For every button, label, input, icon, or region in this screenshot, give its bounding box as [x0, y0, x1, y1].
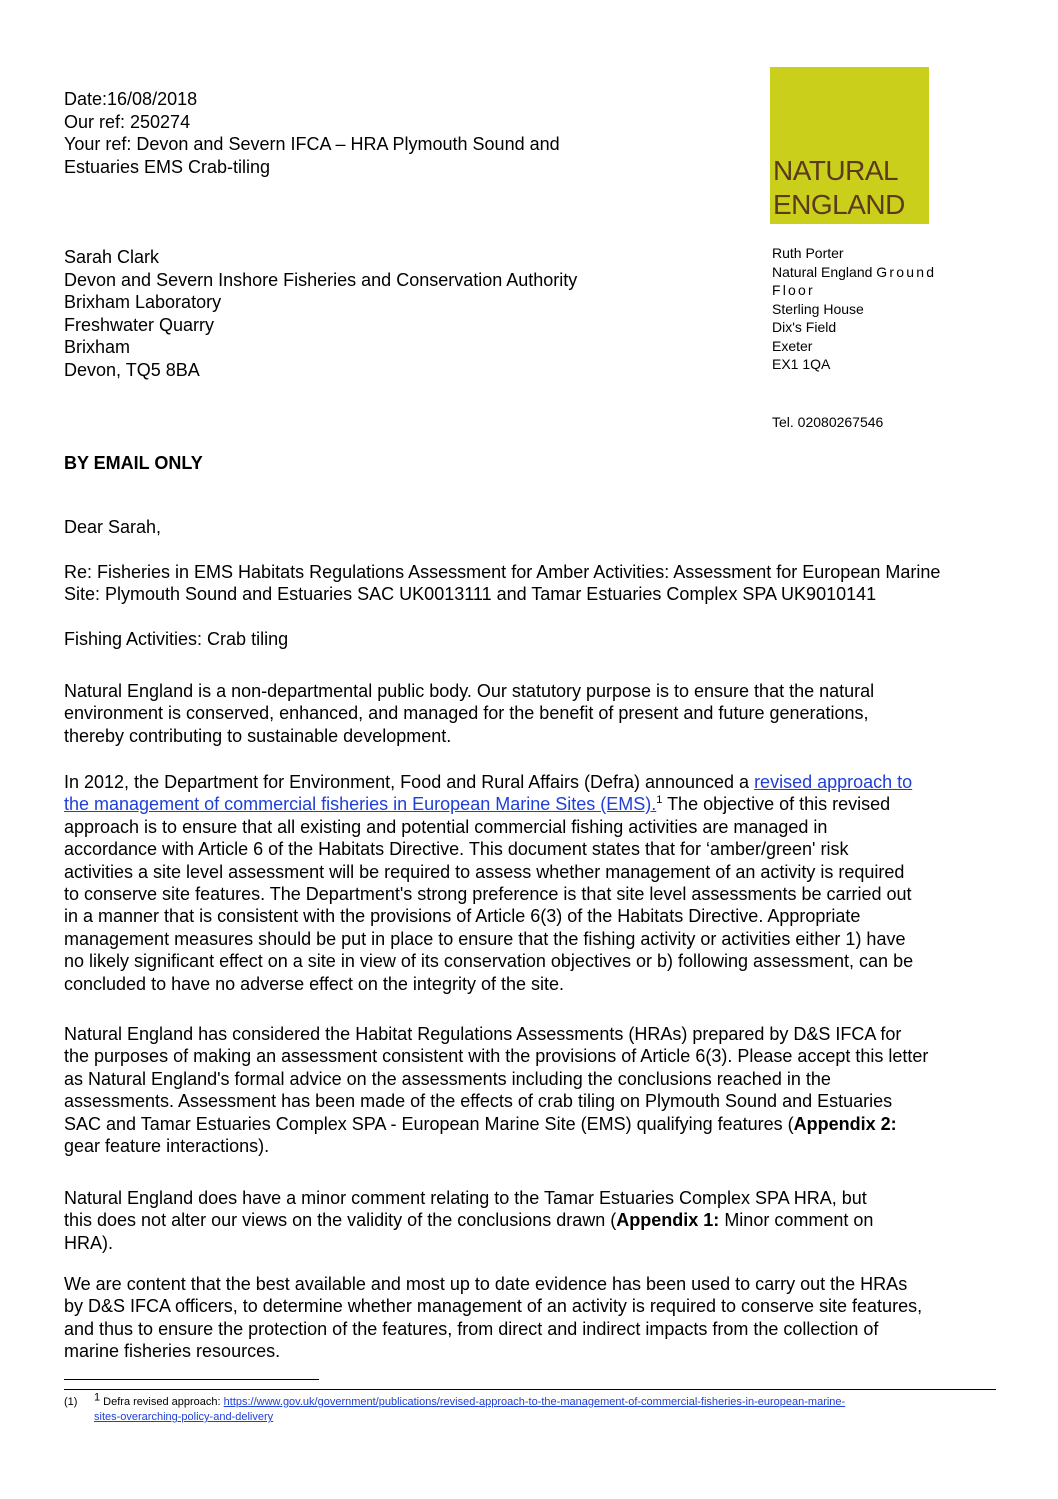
p2-line: approach is to ensure that all existing and potential commercial fishing activities are managed in	[64, 816, 828, 837]
footnote-url-link[interactable]: https://www.gov.uk/government/publications/revised-approach-to-the-management-of-commercial-fisheries-in-european-marine-	[223, 1396, 846, 1408]
p3-line: Natural England has considered the Habitat Regulations Assessments (HRAs) prepared by D&S IFCA for	[64, 1024, 902, 1044]
p3-line-5	[64, 1113, 1004, 1135]
appendix-1-ref: Appendix 1:	[616, 1210, 720, 1231]
logo-text-england: ENGLAND	[773, 189, 905, 220]
salutation-text: Dear Sarah,	[64, 517, 162, 537]
logo-text-natural: NATURAL	[773, 155, 899, 186]
recipient-line-3: Brixham Laboratory	[64, 292, 222, 312]
paragraph-3	[64, 1023, 1004, 1157]
subject-line	[64, 561, 1004, 606]
paragraph-1	[64, 680, 1004, 747]
date-line: Date:16/08/2018	[64, 89, 198, 109]
letter-header	[64, 88, 560, 178]
paragraph-4	[64, 1187, 1004, 1254]
sender-floor: Floor	[772, 282, 815, 298]
sender-telephone: Tel. 02080267546	[772, 414, 884, 430]
p3-line: the purposes of making an assessment consistent with the provisions of Article 6(3). Please accept this letter	[64, 1046, 929, 1067]
footnote-divider	[64, 1379, 319, 1380]
p3-text: SAC and Tamar Estuaries Complex SPA - European Marine Site (EMS) qualifying features (	[64, 1113, 794, 1134]
sender-city: Exeter	[772, 337, 813, 354]
p2-line: management measures should be put in place to ensure that the fishing activity or activities either 1) have	[64, 928, 906, 949]
footnote-number: (1)	[64, 1396, 78, 1408]
revised-approach-link-cont[interactable]: the management of commercial fisheries in European Marine Sites (EMS).	[64, 794, 657, 815]
recipient-line-4: Freshwater Quarry	[64, 314, 215, 335]
delivery-method: BY EMAIL ONLY	[64, 453, 203, 473]
revised-approach-link[interactable]: revised approach to	[754, 772, 913, 792]
footnote-line-2	[64, 1410, 845, 1425]
footnote-url-link-cont[interactable]: sites-overarching-policy-and-delivery	[94, 1411, 274, 1423]
subject-line-1: Re: Fisheries in EMS Habitats Regulations Assessment for Amber Activities: Assessment for European Marine	[64, 562, 941, 582]
appendix-2-ref: Appendix 2:	[793, 1113, 897, 1134]
p2-line: concluded to have no adverse effect on the integrity of the site.	[64, 973, 564, 994]
fishing-activities	[64, 628, 1004, 650]
p5-line: marine fisheries resources.	[64, 1341, 281, 1362]
p2-line: to conserve site features. The Department's strong preference is that site level assessments be carried out	[64, 884, 912, 905]
sender-org: Natural England	[772, 263, 873, 280]
p3-line: gear feature interactions).	[64, 1136, 270, 1157]
footnote-ref: 1	[656, 794, 663, 807]
p4-text: this does not alter our views on the validity of the conclusions drawn (	[64, 1210, 617, 1231]
p2-line-2	[64, 793, 1004, 815]
p3-line: assessments. Assessment has been made of the effects of crab tiling on Plymouth Sound and Estuaries	[64, 1091, 893, 1112]
our-ref-line: Our ref: 250274	[64, 111, 191, 132]
recipient-line-6: Devon, TQ5 8BA	[64, 359, 200, 380]
salutation	[64, 516, 1004, 538]
sender-street: Dix's Field	[772, 319, 837, 335]
sender-name: Ruth Porter	[772, 245, 844, 261]
paragraph-2	[64, 771, 1004, 995]
sender-org-line	[772, 263, 936, 282]
fishing-activities-text: Fishing Activities: Crab tiling	[64, 629, 289, 649]
paragraph-5	[64, 1273, 1004, 1363]
p1-line: Natural England is a non-departmental public body. Our statutory purpose is to ensure that the natural	[64, 681, 875, 701]
footnote-rule	[64, 1389, 996, 1390]
footnote	[64, 1391, 846, 1425]
p4-line: Natural England does have a minor comment relating to the Tamar Estuaries Complex SPA HRA, but	[64, 1188, 867, 1208]
p2-line-1	[64, 771, 1004, 793]
p2-line: no likely significant effect on a site in view of its conservation objectives or b) following assessment, can be	[64, 951, 914, 972]
p2-text: The objective of this revised	[662, 794, 891, 815]
p4-line: HRA).	[64, 1232, 113, 1253]
footnote-sup: 1	[94, 1391, 101, 1404]
recipient-address	[64, 246, 577, 381]
p4-line-2	[64, 1209, 1004, 1231]
sender-postcode: EX1 1QA	[772, 356, 831, 372]
p2-line: in a manner that is consistent with the provisions of Article 6(3) of the Habitats Directive. Appropriate	[64, 906, 861, 927]
sender-building: Sterling House	[772, 300, 864, 317]
your-ref-line-1: Your ref: Devon and Severn IFCA – HRA Plymouth Sound and	[64, 134, 560, 154]
p5-line: by D&S IFCA officers, to determine whether management of an activity is required to conserve site features,	[64, 1296, 923, 1317]
p2-line: accordance with Article 6 of the Habitats Directive. This document states that for ‘amber/green' risk	[64, 839, 849, 860]
p1-line: environment is conserved, enhanced, and managed for the benefit of present and future generations,	[64, 703, 869, 724]
natural-england-logo	[770, 67, 929, 224]
subject-line-2: Site: Plymouth Sound and Estuaries SAC UK0013111 and Tamar Estuaries Complex SPA UK9010141	[64, 584, 877, 605]
recipient-name: Sarah Clark	[64, 247, 160, 267]
p5-line: We are content that the best available and most up to date evidence has been used to carry out the HRAs	[64, 1274, 908, 1294]
p1-line: thereby contributing to sustainable development.	[64, 725, 452, 746]
footnote-line-1	[64, 1391, 846, 1410]
sender-ground: Ground	[876, 263, 937, 280]
p5-line: and thus to ensure the protection of the features, from direct and indirect impacts from the collection of	[64, 1318, 879, 1339]
p3-line: as Natural England's formal advice on the assessments including the conclusions reached in the	[64, 1068, 831, 1089]
recipient-line-5: Brixham	[64, 337, 131, 357]
sender-address	[772, 244, 936, 374]
p2-line: activities a site level assessment will be required to assess whether management of an activity is required	[64, 861, 905, 882]
recipient-org: Devon and Severn Inshore Fisheries and Conservation Authority	[64, 269, 578, 290]
p4-text: Minor comment on	[719, 1210, 874, 1231]
p2-text: In 2012, the Department for Environment, Food and Rural Affairs (Defra) announced a	[64, 772, 755, 792]
footnote-label: Defra revised approach:	[100, 1396, 224, 1408]
your-ref-line-2: Estuaries EMS Crab-tiling	[64, 156, 271, 177]
